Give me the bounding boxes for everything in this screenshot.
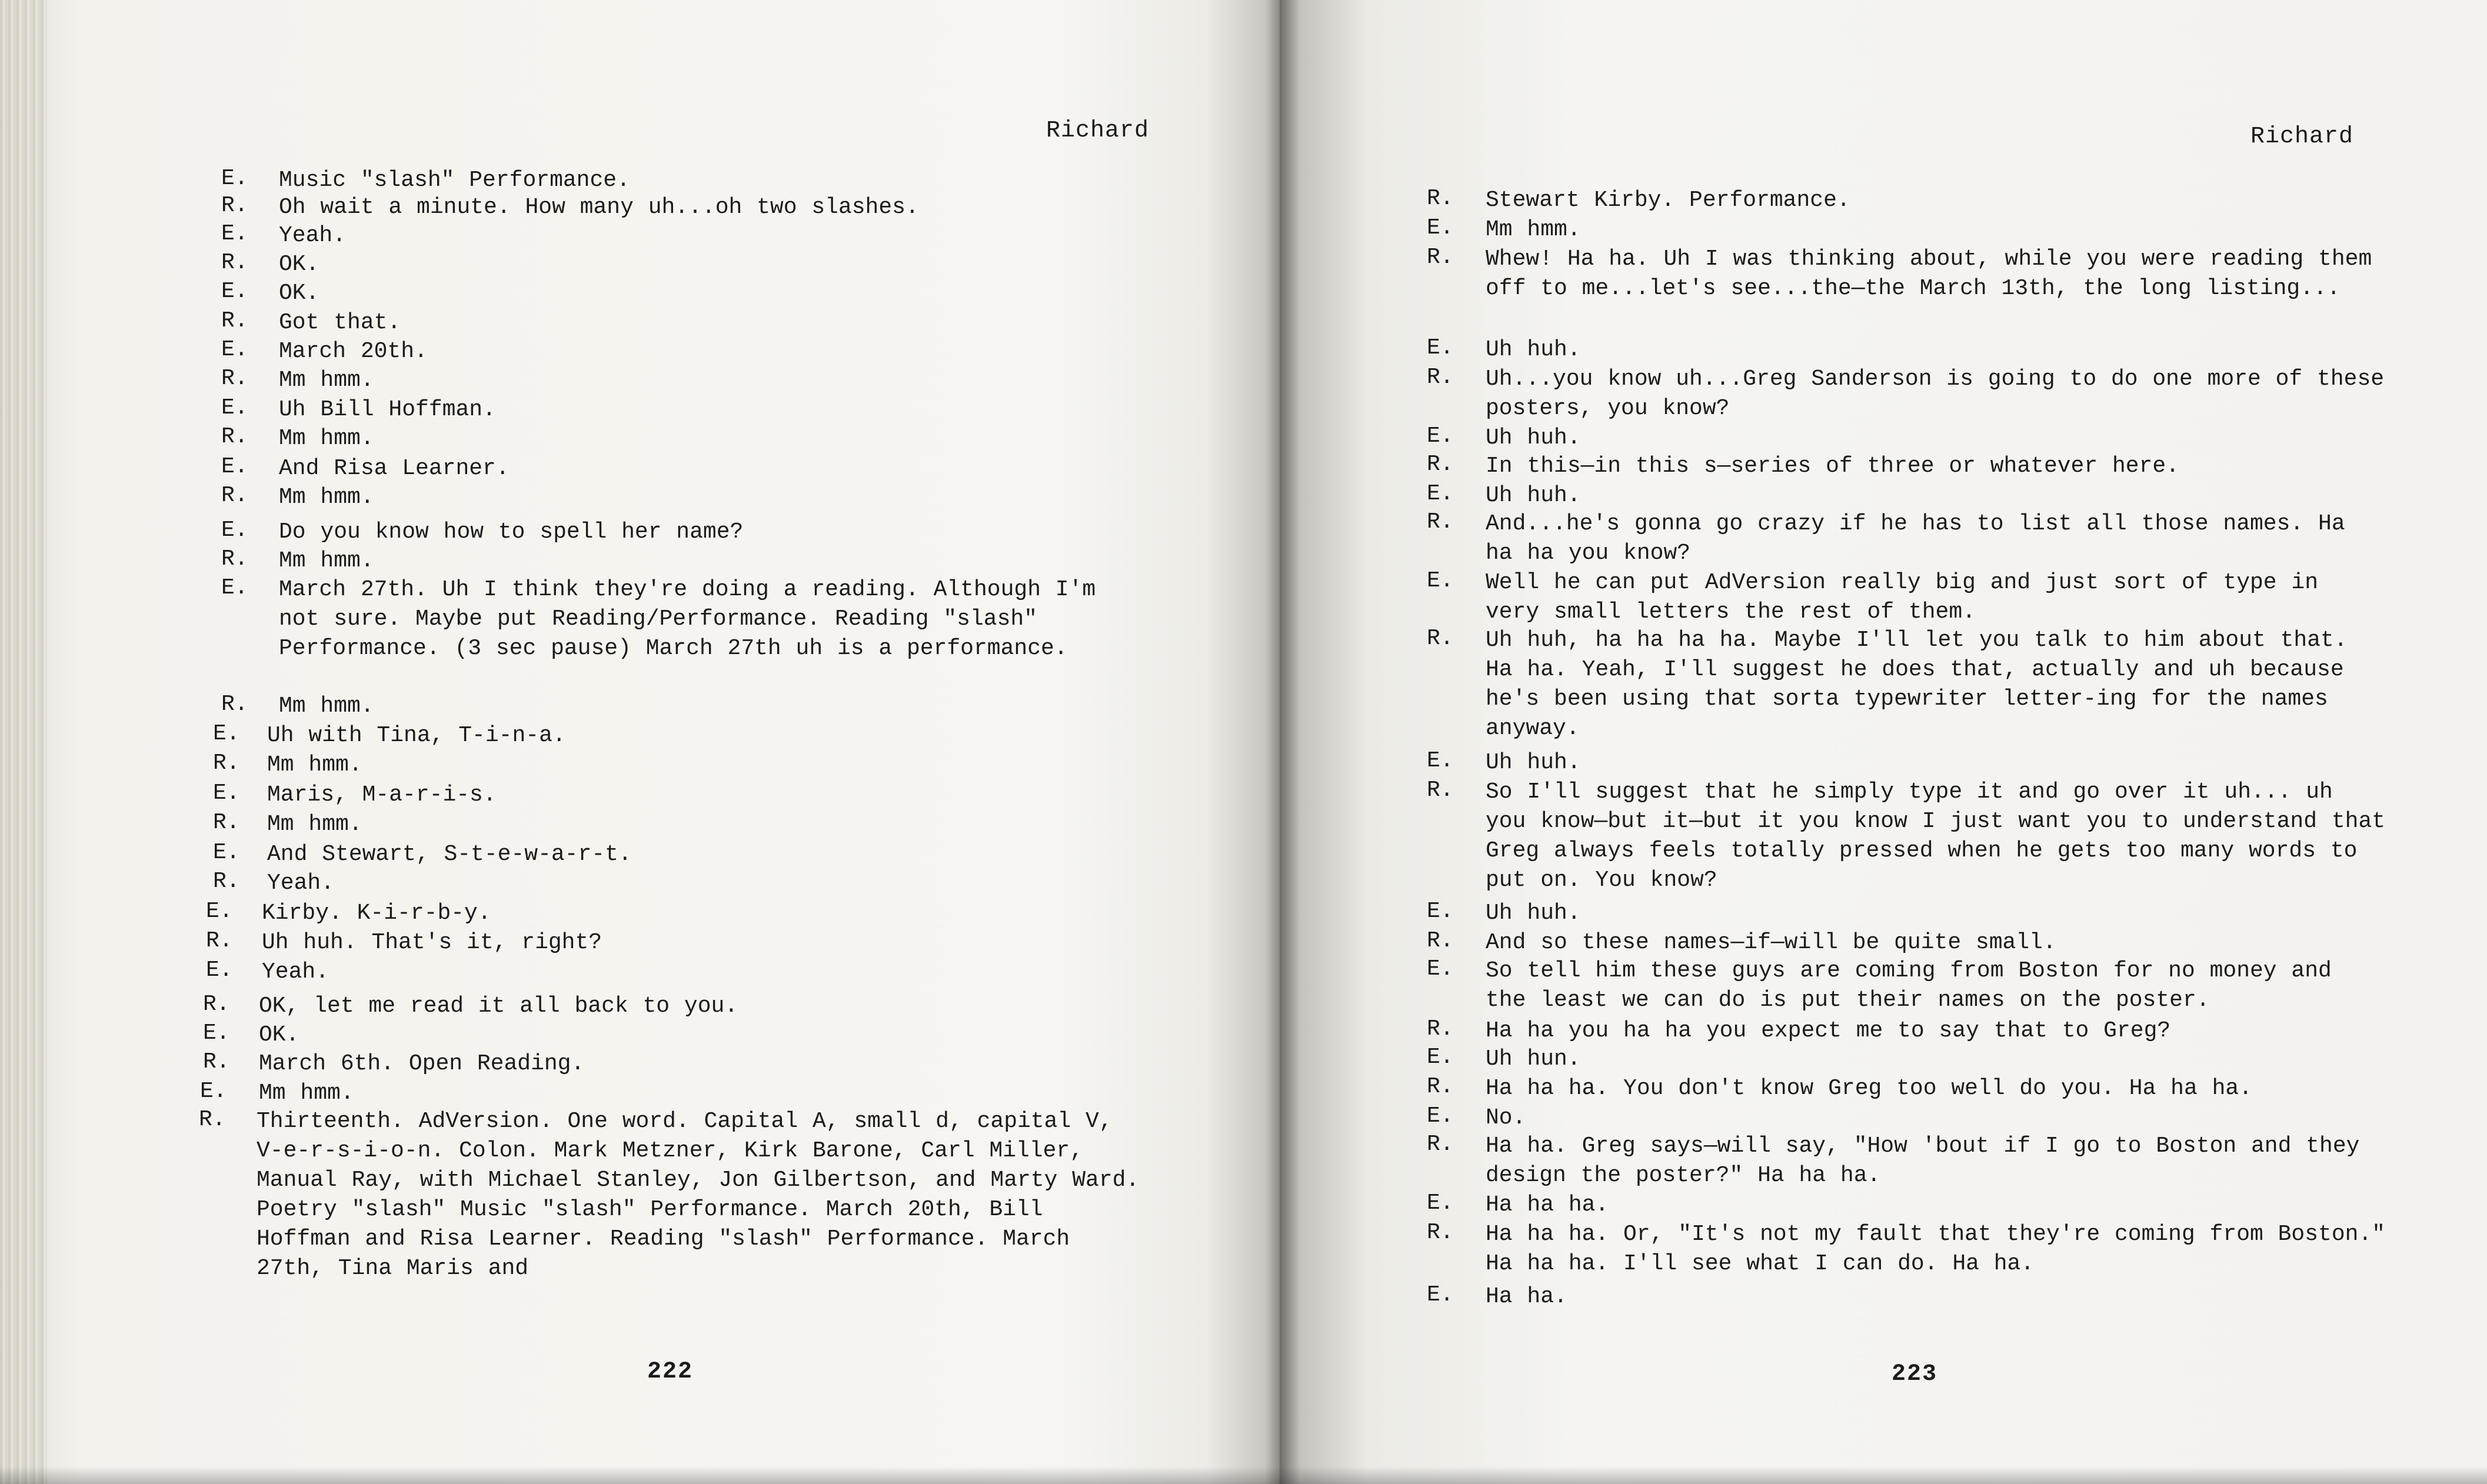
speaker: R. — [203, 1049, 230, 1075]
speaker: E. — [1427, 748, 1454, 773]
line-text: Uh huh. — [1486, 337, 1581, 362]
speaker: R. — [1427, 1132, 1454, 1157]
line-text: Ha ha ha. Or, "It's not my fault that they're coming from Boston." Ha ha ha. I'll see what I can do. Ha ha. — [1486, 1222, 2386, 1276]
speaker: E. — [221, 166, 248, 191]
line-text: So I'll suggest that he simply type it and go over it uh... uh you know—but it—but it you know I just want you to understand that Greg always feels totally pressed when he gets too many words to put on. You know? — [1486, 779, 2386, 893]
speaker: R. — [206, 928, 233, 953]
speaker: E. — [1427, 956, 1454, 982]
line-text: Mm hmm. — [267, 752, 362, 778]
speaker: E. — [221, 221, 248, 246]
line-text: Uh hun. — [1486, 1046, 1581, 1072]
speaker: R. — [213, 751, 240, 776]
speaker: E. — [203, 1021, 230, 1046]
speaker: E. — [200, 1079, 227, 1104]
line-text: Maris, M-a-r-i-s. — [267, 782, 497, 808]
speaker: R. — [221, 483, 248, 508]
line-text: Yeah. — [262, 959, 329, 985]
speaker: R. — [1427, 1074, 1454, 1099]
line-text: Uh huh. — [1486, 483, 1581, 508]
line-text: No. — [1486, 1105, 1526, 1130]
speaker: E. — [213, 781, 240, 806]
speaker: E. — [1427, 1282, 1454, 1308]
speaker: E. — [221, 575, 248, 601]
speaker: E. — [1427, 568, 1454, 593]
page-number: 222 — [647, 1359, 694, 1385]
speaker: E. — [1427, 215, 1454, 241]
right-page — [1280, 0, 2487, 1484]
speaker: R. — [1427, 626, 1454, 651]
speaker: R. — [1427, 928, 1454, 953]
line-text: Mm hmm. — [279, 368, 374, 393]
speaker: E. — [221, 454, 248, 479]
speaker: E. — [221, 395, 248, 421]
speaker: R. — [221, 424, 248, 449]
line-text: Uh with Tina, T-i-n-a. — [267, 723, 566, 748]
line-text: Well he can put AdVersion really big and just sort of type in very small letters the rest of them. — [1486, 570, 2319, 625]
line-text: Mm hmm. — [279, 693, 374, 719]
line-text: Whew! Ha ha. Uh I was thinking about, while you were reading them off to me...let's see...the—the March 13th, the long listing... — [1486, 246, 2372, 301]
line-text: OK. — [279, 252, 319, 277]
line-text: Ha ha. Greg says—will say, "How 'bout if I go to Boston and they design the poster?" Ha ha ha. — [1486, 1133, 2360, 1188]
line-text: Mm hmm. — [279, 548, 374, 573]
page-edges — [0, 0, 47, 1484]
line-text: Do you know how to spell her name? — [279, 519, 744, 545]
line-text: Uh huh. — [1486, 901, 1581, 926]
line-text: Kirby. K-i-r-b-y. — [262, 901, 491, 926]
line-text: Ha ha ha. — [1486, 1192, 1609, 1218]
speaker: R. — [221, 193, 248, 218]
speaker: E. — [213, 840, 240, 865]
speaker: R. — [199, 1107, 226, 1132]
line-text: Stewart Kirby. Performance. — [1486, 188, 1850, 213]
line-text: So tell him these guys are coming from Boston for no money and the least we can do is put their names on the poster. — [1486, 958, 2332, 1013]
speaker: E. — [221, 279, 248, 304]
running-head: Richard — [1046, 118, 1150, 144]
line-text: Uh huh. — [1486, 750, 1581, 775]
speaker: R. — [1427, 452, 1454, 477]
running-head: Richard — [2250, 124, 2354, 150]
speaker: E. — [1427, 335, 1454, 361]
speaker: E. — [1427, 1103, 1454, 1129]
speaker: E. — [1427, 481, 1454, 506]
speaker: R. — [1427, 365, 1454, 390]
line-text: March 27th. Uh I think they're doing a reading. Although I'm not sure. Maybe put Reading/Performance. Reading "slash" Performance. (3 sec pause) March 27th uh is a performance. — [279, 577, 1096, 661]
line-text: Yeah. — [267, 871, 335, 896]
line-text: Uh...you know uh...Greg Sanderson is going to do one more of these posters, you know? — [1486, 366, 2385, 421]
speaker: E. — [1427, 423, 1454, 449]
line-text: Mm hmm. — [279, 485, 374, 510]
line-text: In this—in this s—series of three or whatever here. — [1486, 453, 2179, 479]
line-text: And Risa Learner. — [279, 456, 510, 481]
speaker: R. — [1427, 1220, 1454, 1245]
speaker: E. — [206, 958, 233, 983]
line-text: Uh huh, ha ha ha ha. Maybe I'll let you talk to him about that. Ha ha. Yeah, I'll suggest he does that, actually and uh because he's been using that sorta typewriter letter-ing for the names anyway. — [1486, 628, 2348, 741]
speaker: E. — [206, 899, 233, 924]
line-text: Ha ha. — [1486, 1284, 1567, 1309]
line-text: Thirteenth. AdVersion. One word. Capital A, small d, capital V, V-e-r-s-i-o-n. Colon. Mark Metzner, Kirk Barone, Carl Miller, Manual Ray, with Michael Stanley, Jon Gilbertson, and Marty Ward. Poetry "slash" Music "slash" Performance. March 20th, Bill Hoffman and Risa Learner. Reading "slash" Performance. March 27th, Tina Maris and — [257, 1109, 1140, 1281]
speaker: R. — [1427, 778, 1454, 803]
line-text: Ha ha you ha ha you expect me to say that to Greg? — [1486, 1018, 2171, 1043]
line-text: Uh Bill Hoffman. — [279, 397, 496, 422]
speaker: R. — [203, 992, 230, 1017]
speaker: E. — [221, 518, 248, 543]
line-text: Mm hmm. — [279, 426, 374, 451]
line-text: And Stewart, S-t-e-w-a-r-t. — [267, 842, 632, 867]
speaker: R. — [221, 546, 248, 572]
line-text: Got that. — [279, 310, 401, 335]
speaker: R. — [213, 810, 240, 835]
speaker: R. — [213, 869, 240, 894]
line-text: Uh huh. That's it, right? — [262, 930, 602, 955]
speaker: E. — [213, 721, 240, 746]
line-text: Mm hmm. — [259, 1081, 354, 1106]
line-text: And...he's gonna go crazy if he has to list all those names. Ha ha ha you know? — [1486, 511, 2345, 566]
speaker: R. — [1427, 245, 1454, 270]
line-text: March 6th. Open Reading. — [259, 1051, 585, 1076]
speaker: R. — [221, 366, 248, 391]
speaker: E. — [221, 337, 248, 362]
bottom-shadow — [0, 1466, 2487, 1484]
line-text: March 20th. — [279, 339, 428, 364]
speaker: R. — [221, 308, 248, 334]
speaker: R. — [1427, 509, 1454, 535]
line-text: And so these names—if—will be quite small. — [1486, 930, 2056, 955]
page-number: 223 — [1892, 1361, 1938, 1388]
speaker: R. — [1427, 186, 1454, 211]
speaker: E. — [1427, 899, 1454, 924]
speaker: E. — [1427, 1045, 1454, 1070]
line-text: OK, let me read it all back to you. — [259, 993, 738, 1019]
line-text: Yeah. — [279, 223, 347, 248]
line-text: Music "slash" Performance. — [279, 168, 630, 193]
speaker: R. — [1427, 1016, 1454, 1042]
line-text: Oh wait a minute. How many uh...oh two slashes. — [279, 195, 919, 220]
line-text: Ha ha ha. You don't know Greg too well do you. Ha ha ha. — [1486, 1076, 2253, 1101]
line-text: Uh huh. — [1486, 425, 1581, 451]
line-text: Mm hmm. — [267, 812, 362, 837]
line-text: OK. — [279, 281, 319, 306]
speaker: R. — [221, 692, 248, 717]
speaker: R. — [221, 250, 248, 275]
speaker: E. — [1427, 1190, 1454, 1216]
line-text: Mm hmm. — [1486, 217, 1581, 242]
line-text: OK. — [259, 1022, 299, 1048]
